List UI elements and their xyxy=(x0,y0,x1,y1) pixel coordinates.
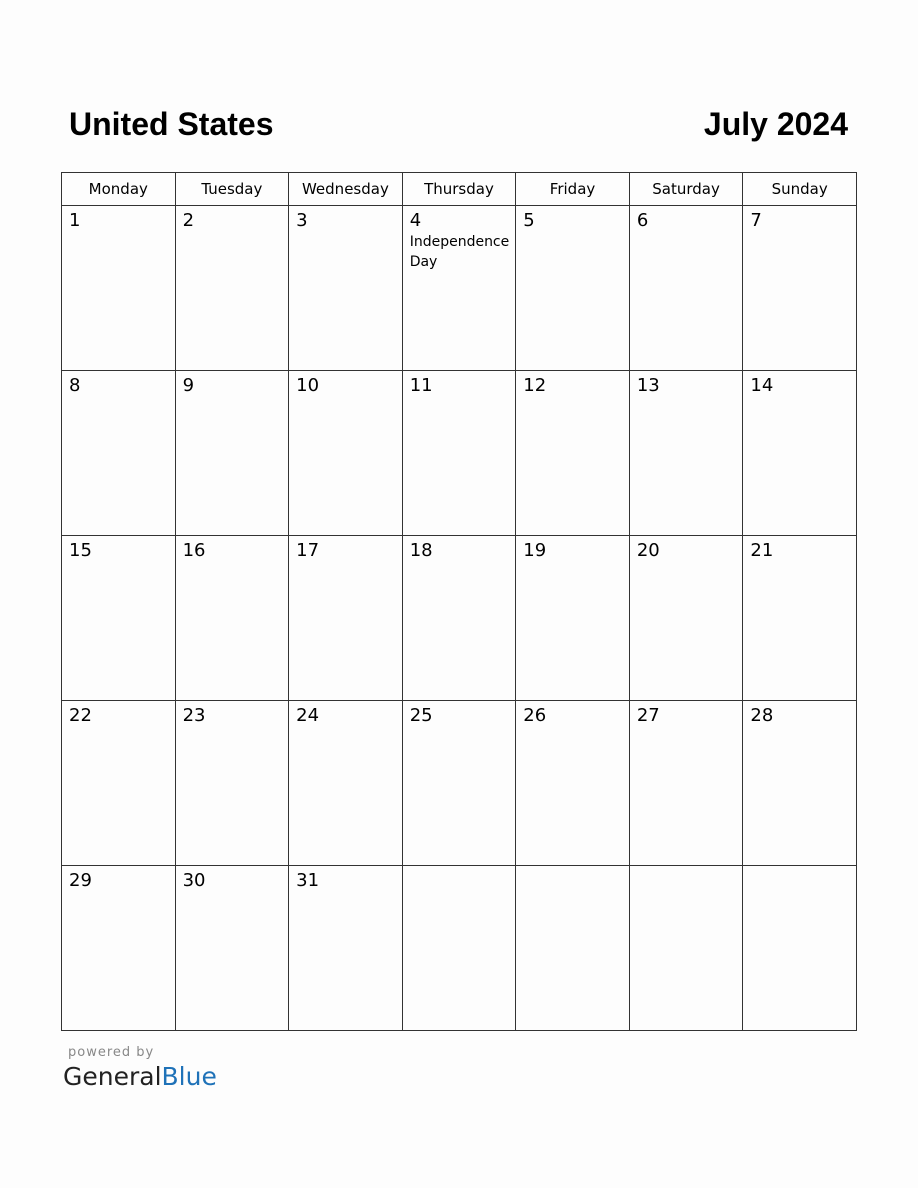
day-cell xyxy=(629,536,743,701)
day-cell xyxy=(743,701,857,866)
day-number: 14 xyxy=(750,375,774,396)
day-number: 21 xyxy=(750,540,774,561)
day-cell xyxy=(402,701,516,866)
weekday-sunday: Sunday xyxy=(743,173,857,206)
month-year-title: July 2024 xyxy=(703,106,848,142)
weekday-header-row xyxy=(62,173,857,206)
day-number: 26 xyxy=(523,705,547,726)
week-row xyxy=(62,701,857,866)
weekday-tuesday: Tuesday xyxy=(175,173,289,206)
day-cell xyxy=(175,701,289,866)
calendar-grid xyxy=(61,172,857,1031)
day-number: 4 xyxy=(409,210,422,231)
day-cell xyxy=(402,371,516,536)
day-number: 5 xyxy=(523,210,535,231)
day-cell xyxy=(402,536,516,701)
day-cell xyxy=(516,866,630,1031)
day-cell xyxy=(175,206,289,371)
day-cell xyxy=(62,206,176,371)
day-number: 19 xyxy=(523,540,547,561)
brand-general-text: General xyxy=(63,1062,162,1091)
day-number: 15 xyxy=(69,540,92,561)
day-number: 18 xyxy=(409,540,433,561)
day-cell xyxy=(743,536,857,701)
day-cell xyxy=(743,866,857,1031)
day-cell xyxy=(62,866,176,1031)
day-number: 12 xyxy=(523,375,547,396)
day-number: 27 xyxy=(636,705,660,726)
day-cell xyxy=(743,371,857,536)
day-cell xyxy=(629,206,743,371)
week-row xyxy=(62,866,857,1031)
day-number: 22 xyxy=(69,705,92,726)
week-row xyxy=(62,536,857,701)
day-number: 17 xyxy=(296,540,320,561)
country-title: United States xyxy=(69,106,274,142)
weekday-monday: Monday xyxy=(62,173,176,206)
day-cell xyxy=(175,371,289,536)
footer-branding xyxy=(63,1045,217,1092)
day-cell xyxy=(289,536,403,701)
day-cell xyxy=(516,371,630,536)
holiday-label: Independence Day xyxy=(409,234,510,270)
day-number: 10 xyxy=(296,375,320,396)
day-cell xyxy=(62,536,176,701)
day-number: 16 xyxy=(182,540,206,561)
day-cell xyxy=(175,866,289,1031)
day-number: 2 xyxy=(182,210,195,231)
day-cell xyxy=(289,866,403,1031)
day-cell xyxy=(629,701,743,866)
day-cell xyxy=(629,371,743,536)
day-cell xyxy=(175,536,289,701)
weekday-saturday: Saturday xyxy=(629,173,743,206)
day-number: 31 xyxy=(296,870,320,891)
day-cell xyxy=(62,371,176,536)
day-number: 9 xyxy=(182,375,195,396)
brand-logo xyxy=(63,1062,217,1092)
brand-blue-text: Blue xyxy=(161,1062,217,1091)
powered-by-label: powered by xyxy=(68,1045,155,1060)
day-number: 1 xyxy=(69,210,81,231)
week-row xyxy=(62,371,857,536)
day-cell xyxy=(289,371,403,536)
day-number: 7 xyxy=(750,210,762,231)
day-cell xyxy=(289,206,403,371)
day-cell xyxy=(629,866,743,1031)
day-number: 8 xyxy=(69,375,81,396)
weekday-wednesday: Wednesday xyxy=(289,173,403,206)
weekday-friday: Friday xyxy=(516,173,630,206)
day-number: 11 xyxy=(409,375,433,396)
day-cell xyxy=(516,701,630,866)
day-cell xyxy=(62,701,176,866)
day-cell xyxy=(516,536,630,701)
week-row xyxy=(62,206,857,371)
day-number: 25 xyxy=(409,705,433,726)
day-number: 23 xyxy=(182,705,206,726)
day-cell xyxy=(289,701,403,866)
day-number: 6 xyxy=(636,210,649,231)
day-number: 29 xyxy=(69,870,92,891)
weekday-thursday: Thursday xyxy=(402,173,516,206)
day-number: 13 xyxy=(636,375,660,396)
day-number: 20 xyxy=(636,540,660,561)
day-number: 28 xyxy=(750,705,774,726)
day-number: 30 xyxy=(182,870,206,891)
day-cell xyxy=(516,206,630,371)
day-cell xyxy=(743,206,857,371)
day-cell xyxy=(402,206,516,371)
day-number: 3 xyxy=(296,210,308,231)
day-cell xyxy=(402,866,516,1031)
day-number: 24 xyxy=(296,705,320,726)
